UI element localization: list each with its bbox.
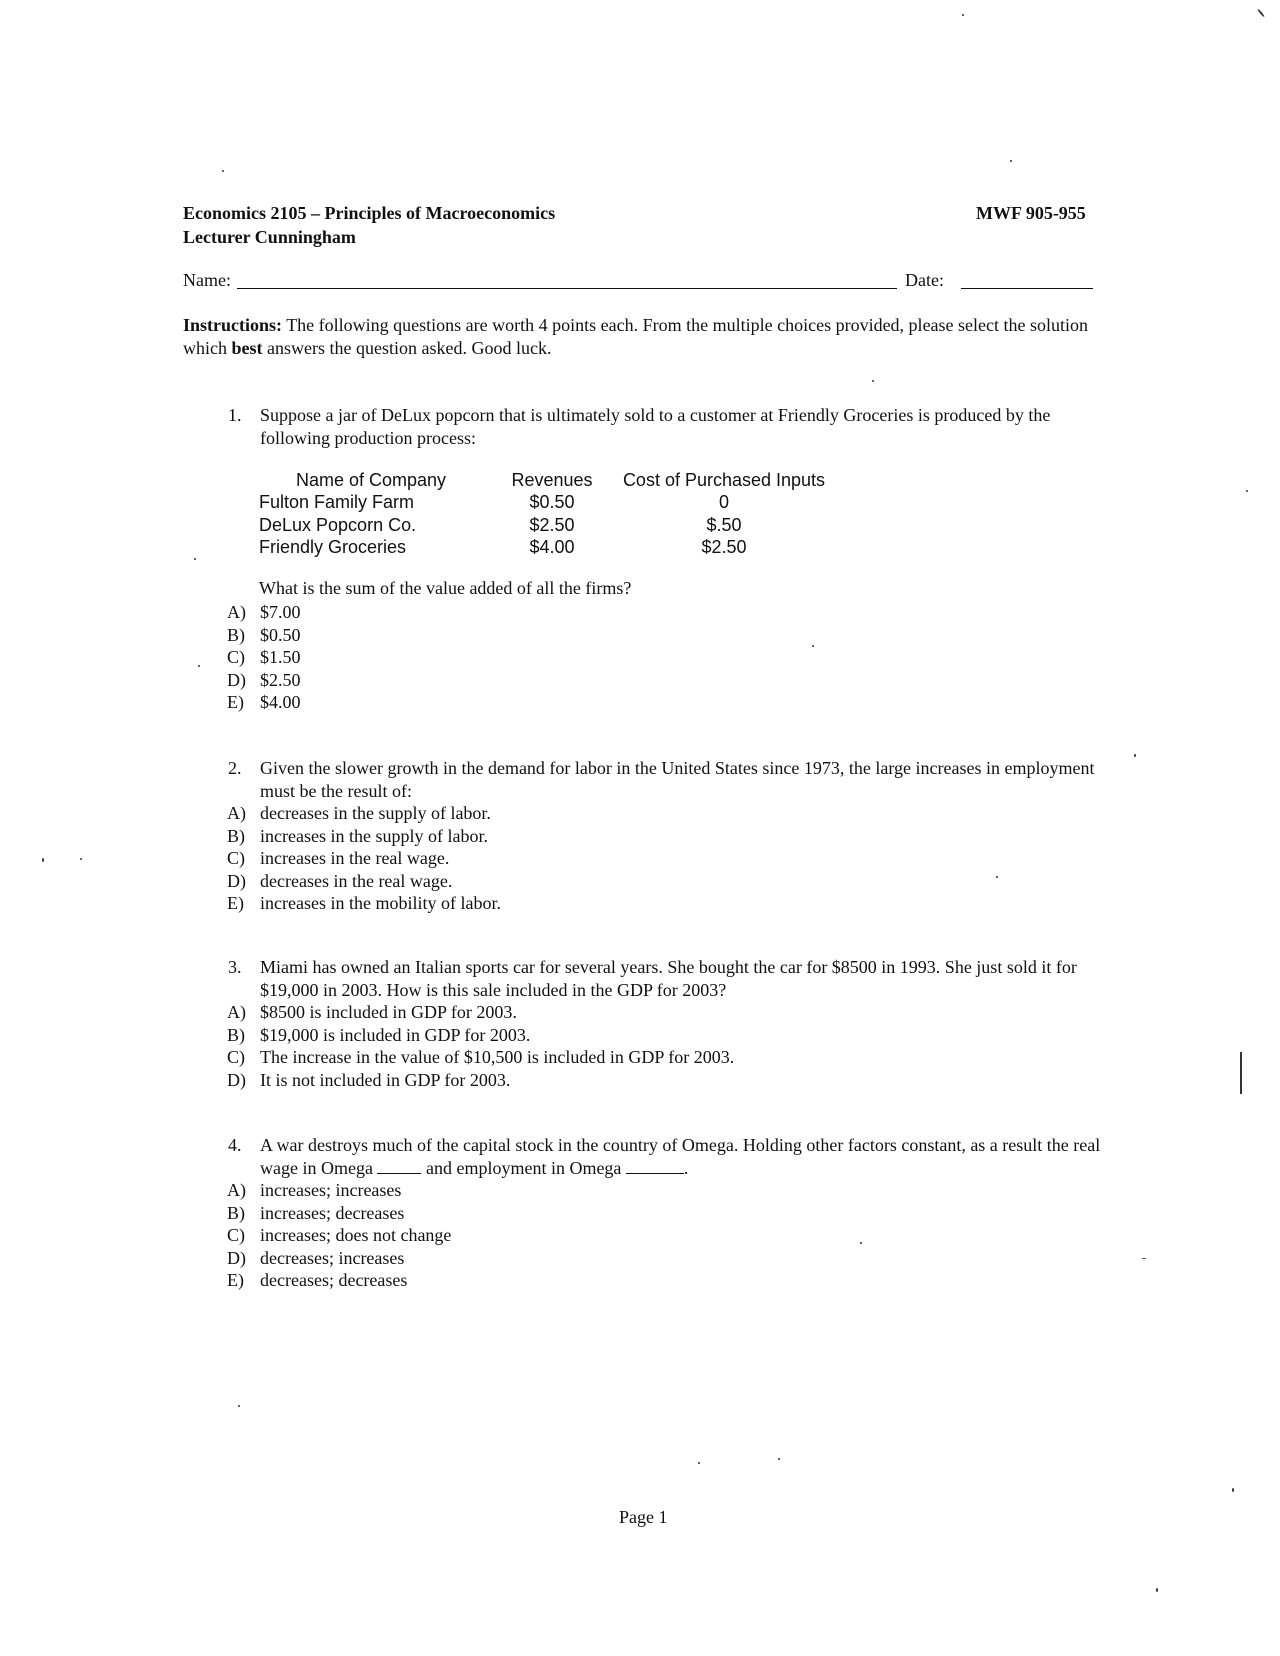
option-text: $0.50 xyxy=(260,624,301,645)
answer-option[interactable] xyxy=(224,1179,1104,1202)
table-cell: $0.50 xyxy=(529,492,575,513)
option-letter: B) xyxy=(227,624,245,645)
table-row xyxy=(259,537,839,560)
answer-option[interactable] xyxy=(224,847,1104,870)
option-letter: C) xyxy=(227,1225,245,1245)
answer-option[interactable] xyxy=(224,624,1104,647)
option-text: $8500 is included in GDP for 2003. xyxy=(260,1002,517,1022)
table-row xyxy=(259,492,839,515)
scan-speck xyxy=(962,14,964,16)
instructions xyxy=(183,314,1103,360)
scan-speck xyxy=(698,1462,700,1464)
answer-option[interactable] xyxy=(224,1069,1104,1092)
table-header: Name of Company xyxy=(295,469,447,490)
date-label: Date: xyxy=(905,270,944,290)
answer-option[interactable] xyxy=(224,1024,1104,1047)
scan-speck xyxy=(1156,1588,1158,1592)
scan-speck xyxy=(1257,9,1265,18)
question-stem-cont: and employment in Omega xyxy=(421,1157,626,1178)
page-number: Page 1 xyxy=(619,1507,668,1527)
option-text: decreases in the supply of labor. xyxy=(260,803,491,823)
question-number: 3. xyxy=(228,957,242,977)
answer-option[interactable] xyxy=(224,1247,1104,1270)
answer-option[interactable] xyxy=(224,601,1104,624)
scan-speck xyxy=(1010,160,1012,162)
table-cell: $4.00 xyxy=(529,537,575,558)
option-text: increases; increases xyxy=(260,1180,402,1200)
option-letter: B) xyxy=(227,1202,245,1223)
answer-option[interactable] xyxy=(224,892,1104,915)
scan-speck xyxy=(80,858,82,860)
question-stem: Miami has owned an Italian sports car for several years. She bought the car for $8500 in 1993. She just sold it for $19,000 in 2003. How is this sale included in the GDP for 2003? xyxy=(260,957,1077,1000)
name-label: Name: xyxy=(183,270,231,290)
scan-speck xyxy=(872,380,874,382)
scan-speck xyxy=(1134,754,1136,757)
question-3 xyxy=(224,956,1104,1091)
scan-speck xyxy=(1142,1258,1146,1259)
option-text: $4.00 xyxy=(260,692,301,712)
option-text: The increase in the value of $10,500 is included in GDP for 2003. xyxy=(260,1047,735,1067)
option-letter: C) xyxy=(227,647,245,667)
option-letter: B) xyxy=(227,1024,245,1045)
class-schedule: MWF 905-955 xyxy=(976,203,1086,223)
question-1-options xyxy=(224,601,1104,714)
table-cell: 0 xyxy=(718,492,729,513)
table-cell: Fulton Family Farm xyxy=(259,492,415,513)
scan-speck xyxy=(1246,490,1248,492)
option-letter: E) xyxy=(227,1270,244,1290)
student-info-row xyxy=(183,270,1096,296)
option-letter: C) xyxy=(227,1047,245,1067)
table-cell: $2.50 xyxy=(529,514,575,535)
answer-blank[interactable] xyxy=(377,1159,421,1174)
option-text: increases in the mobility of labor. xyxy=(260,893,501,913)
option-text: $1.50 xyxy=(260,647,301,667)
option-letter: D) xyxy=(227,1247,246,1268)
scan-speck xyxy=(860,1242,862,1244)
option-letter: A) xyxy=(227,803,246,823)
table-header: Cost of Purchased Inputs xyxy=(622,469,826,490)
scan-speck xyxy=(778,1458,780,1460)
scan-speck xyxy=(996,876,998,878)
question-number: 1. xyxy=(228,405,242,425)
question-4 xyxy=(224,1134,1104,1292)
scan-speck xyxy=(42,858,44,862)
instructions-text-1: The following questions are worth 4 points each. From the multiple choices provided, please select the solution which xyxy=(183,315,1089,358)
option-letter: B) xyxy=(227,825,245,846)
option-text: increases; decreases xyxy=(260,1202,405,1223)
scan-speck xyxy=(194,558,196,560)
option-text: increases in the real wage. xyxy=(260,848,450,868)
question-2 xyxy=(224,757,1104,915)
instructions-lead: Instructions: xyxy=(183,315,283,335)
answer-option[interactable] xyxy=(224,646,1104,669)
name-line[interactable] xyxy=(237,288,897,289)
option-letter: A) xyxy=(227,602,246,622)
question-number: 4. xyxy=(228,1135,242,1155)
option-text: It is not included in GDP for 2003. xyxy=(260,1069,511,1090)
scan-speck xyxy=(812,645,814,647)
course-title: Economics 2105 – Principles of Macroeconomics xyxy=(183,203,556,223)
option-text: $2.50 xyxy=(260,669,301,690)
question-stem-end: . xyxy=(683,1157,689,1178)
table-header-row xyxy=(259,469,839,492)
scan-speck xyxy=(238,1405,240,1407)
table-cell: $.50 xyxy=(706,514,742,535)
option-letter: A) xyxy=(227,1180,246,1200)
question-stem: Given the slower growth in the demand for labor in the United States since 1973, the large increases in employment must be the result of: xyxy=(260,758,1095,801)
option-letter: A) xyxy=(227,1002,246,1022)
option-letter: E) xyxy=(227,893,244,913)
date-line[interactable] xyxy=(961,288,1093,289)
scan-speck xyxy=(222,170,224,172)
table-cell: DeLux Popcorn Co. xyxy=(259,514,417,535)
lecturer-name: Lecturer Cunningham xyxy=(183,227,356,247)
option-text: decreases; increases xyxy=(260,1247,405,1268)
answer-option[interactable] xyxy=(224,669,1104,692)
answer-option[interactable] xyxy=(224,802,1104,825)
answer-option[interactable] xyxy=(224,1001,1104,1024)
answer-option[interactable] xyxy=(224,1202,1104,1225)
question-1-subquestion: What is the sum of the value added of all the firms? xyxy=(259,578,632,598)
table-cell: $2.50 xyxy=(701,537,747,558)
option-letter: D) xyxy=(227,1069,246,1090)
answer-option[interactable] xyxy=(224,691,1104,714)
option-text: $7.00 xyxy=(260,602,301,622)
option-text: decreases in the real wage. xyxy=(260,870,453,891)
option-letter: E) xyxy=(227,692,244,712)
question-stem: Suppose a jar of DeLux popcorn that is ultimately sold to a customer at Friendly Groceries is produced by the following production process: xyxy=(260,405,1051,448)
option-text: $19,000 is included in GDP for 2003. xyxy=(260,1024,531,1045)
table-row xyxy=(259,514,839,537)
answer-option[interactable] xyxy=(224,1224,1104,1247)
question-number: 2. xyxy=(228,758,242,778)
answer-option[interactable] xyxy=(224,1046,1104,1069)
table-cell: Friendly Groceries xyxy=(259,537,407,558)
option-text: increases; does not change xyxy=(260,1225,452,1245)
answer-option[interactable] xyxy=(224,870,1104,893)
instructions-text-2: answers the question asked. Good luck. xyxy=(262,338,552,358)
option-text: increases in the supply of labor. xyxy=(260,825,488,846)
question-stem: A war destroys much of the capital stock in the country of Omega. Holding other factors constant, as a result the real wage in Omega xyxy=(260,1135,1101,1178)
scan-speck xyxy=(1232,1488,1234,1492)
option-text: decreases; decreases xyxy=(260,1270,408,1290)
instructions-emphasis: best xyxy=(231,338,263,358)
option-letter: D) xyxy=(227,669,246,690)
option-letter: D) xyxy=(227,870,246,891)
scan-speck xyxy=(1240,1052,1242,1094)
answer-blank[interactable] xyxy=(626,1159,684,1174)
table-header: Revenues xyxy=(511,469,593,490)
production-table xyxy=(259,469,839,559)
question-1 xyxy=(224,404,1104,449)
option-letter: C) xyxy=(227,848,245,868)
scan-speck xyxy=(198,665,200,667)
answer-option[interactable] xyxy=(224,825,1104,848)
course-header xyxy=(183,201,555,249)
answer-option[interactable] xyxy=(224,1269,1104,1292)
